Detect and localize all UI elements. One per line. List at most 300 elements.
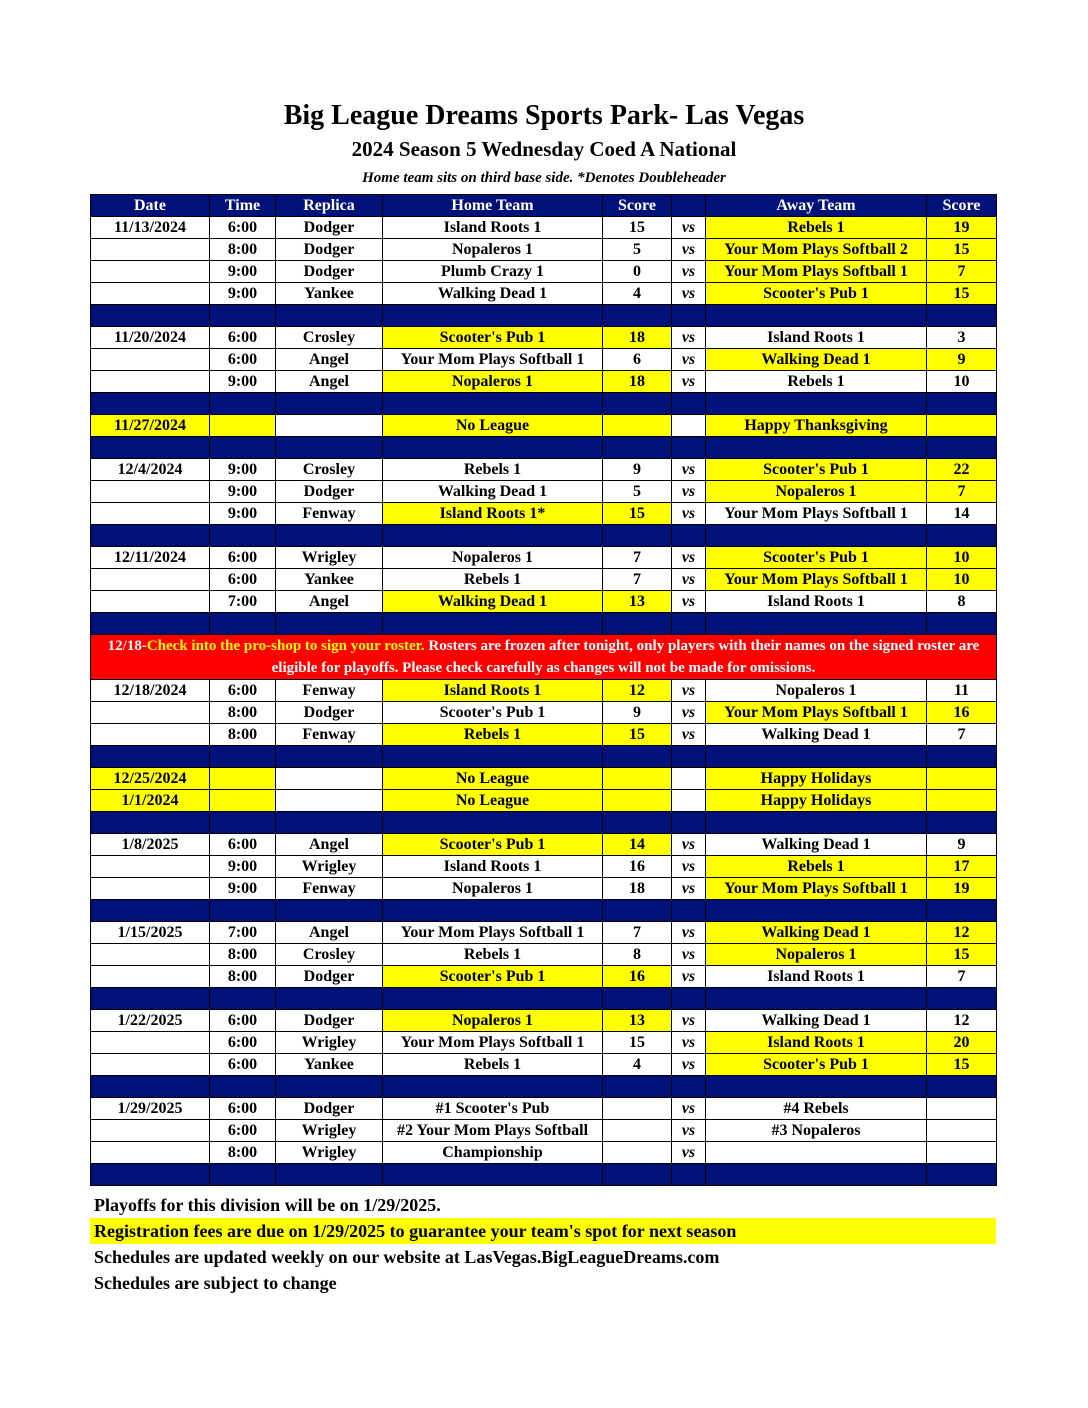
replica-cell [276,768,383,790]
game-row [91,1010,997,1032]
separator-cell [383,525,603,547]
date-cell: 12/18/2024 [91,680,210,702]
home-team-cell: Plumb Crazy 1 [383,261,603,283]
away-score-cell: 15 [927,239,997,261]
home-team-cell: Scooter's Pub 1 [383,966,603,988]
replica-cell: Dodger [276,217,383,239]
away-score-cell: 12 [927,922,997,944]
away-team-cell: #4 Rebels [706,1098,927,1120]
away-team-cell: Your Mom Plays Softball 1 [706,503,927,525]
separator-cell [276,525,383,547]
home-team-cell: Rebels 1 [383,724,603,746]
separator-cell [706,1164,927,1186]
away-team-cell: Scooter's Pub 1 [706,283,927,305]
away-score-cell: 8 [927,591,997,613]
replica-cell: Dodger [276,1010,383,1032]
home-score-cell: 4 [603,1054,672,1076]
replica-cell: Dodger [276,481,383,503]
vs-cell: vs [672,922,706,944]
home-score-cell: 7 [603,922,672,944]
separator-cell [210,1076,276,1098]
date-cell: 1/15/2025 [91,922,210,944]
date-cell [91,724,210,746]
home-score-cell: 18 [603,371,672,393]
separator-cell [210,900,276,922]
away-team-cell: Your Mom Plays Softball 1 [706,702,927,724]
time-cell: 9:00 [210,371,276,393]
home-score-cell: 5 [603,481,672,503]
home-score-cell: 9 [603,459,672,481]
away-score-cell: 15 [927,1054,997,1076]
separator-cell [706,900,927,922]
vs-cell: vs [672,371,706,393]
time-cell: 8:00 [210,1142,276,1164]
date-cell [91,591,210,613]
separator-cell [706,613,927,635]
separator-cell [603,305,672,327]
away-team-cell: Your Mom Plays Softball 1 [706,261,927,283]
vs-cell: vs [672,327,706,349]
separator-cell [927,812,997,834]
away-team-cell: Nopaleros 1 [706,944,927,966]
replica-cell: Dodger [276,239,383,261]
replica-cell: Yankee [276,569,383,591]
separator-cell [210,525,276,547]
away-team-cell: Rebels 1 [706,856,927,878]
vs-cell: vs [672,217,706,239]
roster-notice-row [91,635,997,680]
separator-cell [276,1076,383,1098]
away-team-cell: Your Mom Plays Softball 2 [706,239,927,261]
separator-cell [706,437,927,459]
game-row [91,966,997,988]
time-cell: 9:00 [210,856,276,878]
separator-cell [91,746,210,768]
separator-cell [603,1164,672,1186]
vs-cell: vs [672,1054,706,1076]
date-cell [91,1142,210,1164]
time-cell: 7:00 [210,922,276,944]
home-score-cell [603,1142,672,1164]
holiday-row [91,790,997,812]
replica-cell: Dodger [276,702,383,724]
col-away-score: Score [927,195,997,217]
vs-cell: vs [672,856,706,878]
time-cell: 6:00 [210,1032,276,1054]
away-team-cell: Your Mom Plays Softball 1 [706,878,927,900]
home-score-cell [603,790,672,812]
away-team-cell: Island Roots 1 [706,591,927,613]
replica-cell: Fenway [276,878,383,900]
away-score-cell: 7 [927,481,997,503]
vs-cell: vs [672,966,706,988]
time-cell [210,790,276,812]
separator-cell [927,305,997,327]
week-separator [91,812,997,834]
replica-cell: Fenway [276,503,383,525]
home-score-cell [603,1120,672,1142]
page-title: Big League Dreams Sports Park- Las Vegas [283,100,805,131]
home-score-cell: 0 [603,261,672,283]
vs-cell: vs [672,724,706,746]
date-cell: 11/27/2024 [91,415,210,437]
separator-cell [383,305,603,327]
separator-cell [927,1076,997,1098]
separator-cell [927,525,997,547]
week-separator [91,305,997,327]
separator-cell [210,746,276,768]
home-team-cell: Nopaleros 1 [383,878,603,900]
footer-disclaimer: Schedules are subject to change [94,1273,337,1293]
replica-cell: Wrigley [276,547,383,569]
home-team-cell: Your Mom Plays Softball 1 [383,1032,603,1054]
home-score-cell: 4 [603,283,672,305]
replica-cell: Angel [276,371,383,393]
date-cell [91,239,210,261]
separator-cell [91,812,210,834]
away-score-cell: 19 [927,217,997,239]
time-cell: 6:00 [210,1054,276,1076]
away-team-cell: Happy Holidays [706,768,927,790]
away-team-cell: Happy Thanksgiving [706,415,927,437]
away-score-cell [927,768,997,790]
replica-cell: Wrigley [276,1142,383,1164]
away-team-cell: Walking Dead 1 [706,349,927,371]
separator-cell [383,746,603,768]
footer-registration: Registration fees are due on 1/29/2025 to guarantee your team's spot for next season [90,1218,996,1244]
vs-cell: vs [672,680,706,702]
home-score-cell: 15 [603,724,672,746]
vs-cell: vs [672,547,706,569]
time-cell: 9:00 [210,878,276,900]
away-score-cell: 9 [927,834,997,856]
home-score-cell [603,768,672,790]
separator-cell [603,988,672,1010]
home-team-cell: Nopaleros 1 [383,1010,603,1032]
separator-cell [383,988,603,1010]
separator-cell [276,812,383,834]
col-replica: Replica [276,195,383,217]
vs-cell: vs [672,591,706,613]
separator-cell [672,437,706,459]
separator-cell [672,1164,706,1186]
away-team-cell: Walking Dead 1 [706,922,927,944]
away-team-cell: Walking Dead 1 [706,834,927,856]
date-cell: 1/22/2025 [91,1010,210,1032]
separator-cell [91,525,210,547]
home-score-cell [603,415,672,437]
time-cell: 9:00 [210,459,276,481]
time-cell: 9:00 [210,283,276,305]
separator-cell [706,305,927,327]
home-team-cell: Scooter's Pub 1 [383,327,603,349]
separator-cell [603,1076,672,1098]
game-row [91,834,997,856]
game-row [91,371,997,393]
time-cell: 9:00 [210,503,276,525]
time-cell [210,415,276,437]
col-home-score: Score [603,195,672,217]
home-score-cell: 12 [603,680,672,702]
separator-cell [927,746,997,768]
game-row [91,503,997,525]
separator-cell [276,746,383,768]
game-row [91,261,997,283]
vs-cell: vs [672,878,706,900]
home-score-cell: 13 [603,591,672,613]
game-row [91,702,997,724]
separator-cell [383,613,603,635]
game-row [91,239,997,261]
date-cell [91,702,210,724]
separator-cell [706,525,927,547]
home-score-cell: 6 [603,349,672,371]
away-score-cell: 20 [927,1032,997,1054]
game-row [91,724,997,746]
home-team-cell: Rebels 1 [383,569,603,591]
time-cell: 8:00 [210,966,276,988]
separator-cell [672,812,706,834]
home-score-cell [603,1098,672,1120]
home-team-cell: Rebels 1 [383,1054,603,1076]
vs-cell [672,768,706,790]
notice-text: Rosters are frozen after tonight, only players with their names on the signed roster are eligible for playoffs. Please check carefully as changes will not be made for omissions. [271,638,980,676]
schedule-body [91,217,997,1186]
time-cell: 8:00 [210,239,276,261]
away-team-cell: Island Roots 1 [706,327,927,349]
game-row [91,1120,997,1142]
separator-cell [210,812,276,834]
col-date: Date [91,195,210,217]
replica-cell [276,415,383,437]
separator-cell [383,1164,603,1186]
separator-cell [383,1076,603,1098]
date-cell [91,1032,210,1054]
replica-cell: Angel [276,834,383,856]
footer-playoffs: Playoffs for this division will be on 1/29/2025. [94,1195,441,1215]
away-team-cell: Island Roots 1 [706,966,927,988]
separator-cell [210,305,276,327]
home-team-cell: Island Roots 1 [383,680,603,702]
separator-cell [672,988,706,1010]
time-cell: 8:00 [210,944,276,966]
home-team-cell: Island Roots 1* [383,503,603,525]
schedule-table [90,194,997,1186]
game-row [91,878,997,900]
home-score-cell: 15 [603,1032,672,1054]
date-cell [91,878,210,900]
separator-cell [91,305,210,327]
away-team-cell: Walking Dead 1 [706,724,927,746]
home-team-cell: #1 Scooter's Pub [383,1098,603,1120]
separator-cell [383,812,603,834]
home-team-cell: Nopaleros 1 [383,547,603,569]
separator-cell [706,988,927,1010]
col-time: Time [210,195,276,217]
away-score-cell [927,1098,997,1120]
time-cell: 9:00 [210,261,276,283]
separator-cell [276,437,383,459]
vs-cell: vs [672,834,706,856]
separator-cell [91,900,210,922]
separator-cell [672,393,706,415]
home-score-cell: 16 [603,856,672,878]
away-score-cell: 10 [927,547,997,569]
vs-cell [672,790,706,812]
date-cell: 11/20/2024 [91,327,210,349]
replica-cell: Dodger [276,1098,383,1120]
week-separator [91,746,997,768]
away-score-cell: 15 [927,944,997,966]
game-row [91,459,997,481]
week-separator [91,900,997,922]
home-score-cell: 7 [603,569,672,591]
separator-cell [276,305,383,327]
separator-cell [276,613,383,635]
separator-cell [383,393,603,415]
time-cell: 6:00 [210,217,276,239]
home-team-cell: Nopaleros 1 [383,239,603,261]
date-cell [91,349,210,371]
time-cell: 6:00 [210,1098,276,1120]
col-away-team: Away Team [706,195,927,217]
game-row [91,1032,997,1054]
home-score-cell: 7 [603,547,672,569]
away-team-cell: Scooter's Pub 1 [706,547,927,569]
time-cell: 8:00 [210,724,276,746]
date-cell [91,1120,210,1142]
week-separator [91,1076,997,1098]
away-score-cell: 7 [927,261,997,283]
separator-cell [672,900,706,922]
away-score-cell [927,790,997,812]
separator-cell [603,525,672,547]
home-score-cell: 15 [603,503,672,525]
separator-cell [603,613,672,635]
time-cell: 7:00 [210,591,276,613]
holiday-row [91,768,997,790]
date-cell: 12/25/2024 [91,768,210,790]
time-cell: 6:00 [210,680,276,702]
separator-cell [672,305,706,327]
replica-cell: Fenway [276,680,383,702]
time-cell: 6:00 [210,1120,276,1142]
away-score-cell: 15 [927,283,997,305]
separator-cell [927,988,997,1010]
home-team-cell: Walking Dead 1 [383,481,603,503]
date-cell: 12/11/2024 [91,547,210,569]
replica-cell: Angel [276,922,383,944]
game-row [91,922,997,944]
date-cell [91,371,210,393]
footer-website: Schedules are updated weekly on our website at LasVegas.BigLeagueDreams.com [94,1247,720,1267]
home-score-cell: 8 [603,944,672,966]
home-team-cell: Island Roots 1 [383,856,603,878]
separator-cell [91,613,210,635]
away-score-cell: 11 [927,680,997,702]
game-row [91,591,997,613]
game-row [91,283,997,305]
away-score-cell: 22 [927,459,997,481]
separator-cell [210,393,276,415]
header-note: Home team sits on third base side. *Denotes Doubleheader [362,170,726,186]
separator-cell [91,988,210,1010]
vs-cell: vs [672,1098,706,1120]
home-score-cell: 9 [603,702,672,724]
separator-cell [603,746,672,768]
separator-cell [672,746,706,768]
home-team-cell: #2 Your Mom Plays Softball [383,1120,603,1142]
home-score-cell: 14 [603,834,672,856]
home-team-cell: Island Roots 1 [383,217,603,239]
away-score-cell [927,415,997,437]
date-cell [91,283,210,305]
separator-cell [672,613,706,635]
time-cell: 9:00 [210,481,276,503]
away-score-cell: 17 [927,856,997,878]
date-cell [91,569,210,591]
separator-cell [91,393,210,415]
separator-cell [603,393,672,415]
vs-cell: vs [672,1010,706,1032]
home-score-cell: 5 [603,239,672,261]
date-cell [91,944,210,966]
date-cell [91,966,210,988]
away-team-cell: Walking Dead 1 [706,1010,927,1032]
game-row [91,327,997,349]
vs-cell: vs [672,261,706,283]
time-cell: 8:00 [210,702,276,724]
away-team-cell [706,1142,927,1164]
away-team-cell: Scooter's Pub 1 [706,1054,927,1076]
replica-cell: Angel [276,591,383,613]
replica-cell: Wrigley [276,1120,383,1142]
holiday-row [91,415,997,437]
away-score-cell: 7 [927,966,997,988]
vs-cell: vs [672,1032,706,1054]
game-row [91,944,997,966]
home-score-cell: 18 [603,878,672,900]
game-row [91,481,997,503]
game-row [91,1054,997,1076]
separator-cell [210,988,276,1010]
replica-cell: Crosley [276,944,383,966]
separator-cell [672,1076,706,1098]
away-score-cell: 7 [927,724,997,746]
home-team-cell: No League [383,768,603,790]
week-separator [91,613,997,635]
date-cell [91,261,210,283]
roster-notice [91,635,997,680]
date-cell: 1/8/2025 [91,834,210,856]
date-cell [91,856,210,878]
away-team-cell: Happy Holidays [706,790,927,812]
away-score-cell: 16 [927,702,997,724]
header-row [91,195,997,217]
away-score-cell: 12 [927,1010,997,1032]
vs-cell: vs [672,944,706,966]
date-cell [91,503,210,525]
col-home-team: Home Team [383,195,603,217]
vs-cell: vs [672,503,706,525]
replica-cell: Crosley [276,459,383,481]
separator-cell [927,613,997,635]
date-cell: 1/29/2025 [91,1098,210,1120]
away-score-cell [927,1142,997,1164]
date-cell: 11/13/2024 [91,217,210,239]
separator-cell [603,900,672,922]
separator-cell [603,812,672,834]
